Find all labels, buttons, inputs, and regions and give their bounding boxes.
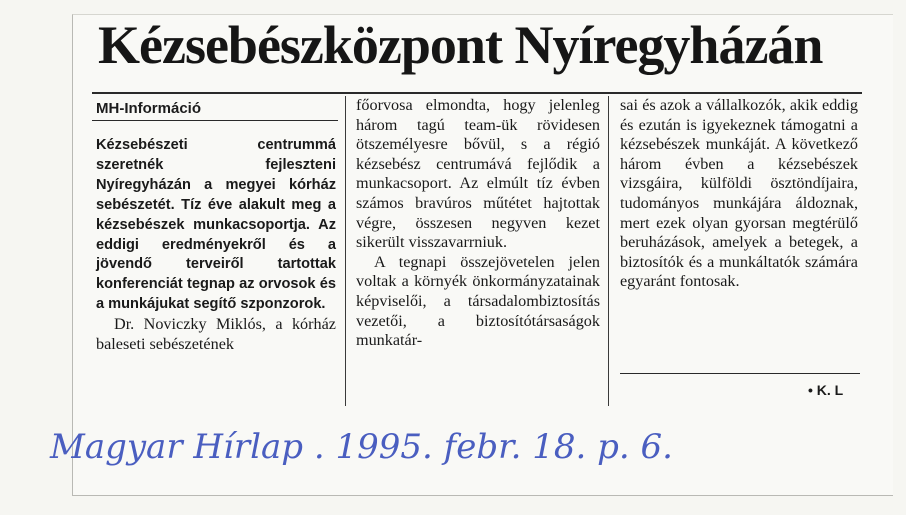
column-divider [608, 96, 609, 406]
column-2-paragraph-1: főorvosa elmondta, hogy jelenleg három tagú team-ük rövidesen ötszemélyesre bővül, s a régió kézsebész centrumává fejlődik a munkacsoport. Az elmúlt tíz évben számos bravúros műtétet hajtottak végre, összesen negyven kezet sikerült visszavarrniuk. [356, 96, 600, 252]
column-3-body: sai és azok a vállalkozók, akik eddig és ezután is igyekeznek támogatni a kézsebészek munkáját. A következő három évben a kézsebészek vizsgáira, külföldi ösztöndíjaira, tudományos munkájára áldoznak, mert ezek olyan gyorsan megtérülő beruházások, amelyek a betegek, a biztosítók és a munkáltatók számára egyaránt fontosak. [620, 96, 858, 291]
column-3 [620, 96, 858, 292]
end-rule [620, 373, 860, 374]
author-signature: • K. L [808, 382, 844, 398]
handwritten-note-text: Magyar Hírlap . 1995. febr. 18. p. 6. [50, 427, 673, 467]
kicker-rule [92, 120, 338, 121]
column-1 [96, 136, 336, 354]
article-lead: Kézsebészeti centrummá szeretnék fejleszteni Nyíregyházán a megyei kórház sebészetét. Tíz éve alakult meg a kézsebészek munkacsoportja. Az eddigi eredményekről és a jövendő terveiről tartottak konferenciát tegnap az orvosok és a munkájukat segítő szponzorok. [96, 137, 336, 313]
column-2-paragraph-2: A tegnapi összejövetelen jelen voltak a környék önkormányzatainak képviselői, a társadalombiztosítás vezetői, a biztosítótársaságok munkatár- [356, 252, 600, 350]
article-headline: Kézsebészközpont Nyíregyházán [98, 15, 823, 75]
headline-rule [92, 92, 862, 94]
column-2 [356, 96, 600, 351]
column-divider [345, 96, 346, 406]
column-1-body: Dr. Noviczky Miklós, a kórház baleseti sebészetének [96, 315, 336, 353]
handwritten-source-note [42, 408, 742, 478]
article-kicker: MH-Információ [96, 100, 201, 117]
